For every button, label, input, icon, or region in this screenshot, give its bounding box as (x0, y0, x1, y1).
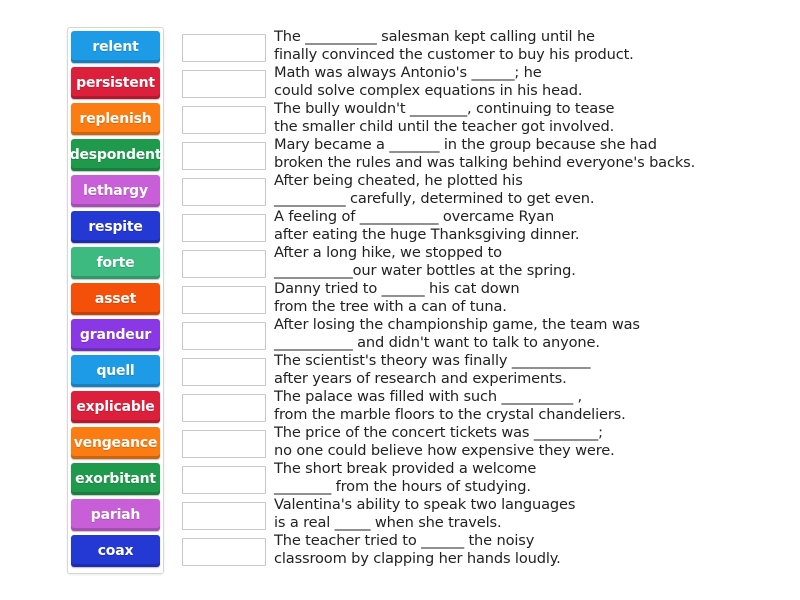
word-tile-persistent[interactable]: persistent (71, 67, 160, 99)
sentence-line: After a long hike, we stopped to (274, 244, 502, 261)
drop-box[interactable] (182, 322, 266, 350)
sentence (274, 172, 754, 208)
sentence-line: after years of research and experiments. (274, 370, 567, 387)
word-tile-quell[interactable]: quell (71, 355, 160, 387)
drop-box[interactable] (182, 34, 266, 62)
word-tile-forte[interactable]: forte (71, 247, 160, 279)
sentence-line: After being cheated, he plotted his (274, 172, 523, 189)
sentence-line: After losing the championship game, the team was (274, 316, 640, 333)
sentence-line: from the marble floors to the crystal chandeliers. (274, 406, 626, 423)
sentence-line: after eating the huge Thanksgiving dinner. (274, 226, 580, 243)
sentence-line: Mary became a _______ in the group because she had (274, 136, 657, 153)
sentence-line: A feeling of ___________ overcame Ryan (274, 208, 555, 225)
sentence-line: The short break provided a welcome (274, 460, 537, 477)
drop-box[interactable] (182, 70, 266, 98)
word-tile-replenish[interactable]: replenish (71, 103, 160, 135)
drop-box[interactable] (182, 286, 266, 314)
word-tile-explicable[interactable]: explicable (71, 391, 160, 423)
sentence-line: __________ carefully, determined to get even. (274, 190, 595, 207)
drop-box[interactable] (182, 466, 266, 494)
word-tile-respite[interactable]: respite (71, 211, 160, 243)
sentence-line: could solve complex equations in his head. (274, 82, 583, 99)
sentence-line: Danny tried to ______ his cat down (274, 280, 520, 297)
drop-box[interactable] (182, 142, 266, 170)
drop-box[interactable] (182, 106, 266, 134)
sentence-line: the smaller child until the teacher got involved. (274, 118, 615, 135)
word-tile-asset[interactable]: asset (71, 283, 160, 315)
sentence (274, 532, 754, 568)
drop-box[interactable] (182, 430, 266, 458)
sentence-line: Math was always Antonio's ______; he (274, 64, 542, 81)
sentence-line: The bully wouldn't ________, continuing to tease (274, 100, 615, 117)
sentence (274, 496, 754, 532)
word-tile-grandeur[interactable]: grandeur (71, 319, 160, 351)
word-tile-lethargy[interactable]: lethargy (71, 175, 160, 207)
sentence-line: no one could believe how expensive they were. (274, 442, 615, 459)
word-bank (67, 27, 164, 574)
sentence (274, 244, 754, 280)
sentence-line: The scientist's theory was finally ___________ (274, 352, 591, 369)
sentence-line: is a real _____ when she travels. (274, 514, 502, 531)
sentence (274, 388, 754, 424)
drop-box[interactable] (182, 358, 266, 386)
sentence-line: classroom by clapping her hands loudly. (274, 550, 561, 567)
sentence (274, 460, 754, 496)
sentence-line: finally convinced the customer to buy his product. (274, 46, 634, 63)
sentence-line: Valentina's ability to speak two languages (274, 496, 576, 513)
sentence-line: ________ from the hours of studying. (274, 478, 531, 495)
sentence (274, 100, 754, 136)
sentence (274, 280, 754, 316)
sentence-line: ___________ and didn't want to talk to anyone. (274, 334, 600, 351)
drop-box[interactable] (182, 214, 266, 242)
sentence (274, 316, 754, 352)
drop-box[interactable] (182, 538, 266, 566)
sentence-line: The palace was filled with such __________ , (274, 388, 582, 405)
sentence (274, 64, 754, 100)
word-tile-exorbitant[interactable]: exorbitant (71, 463, 160, 495)
drop-box[interactable] (182, 178, 266, 206)
sentence-line: The price of the concert tickets was _________; (274, 424, 603, 441)
sentence-line: broken the rules and was talking behind everyone's backs. (274, 154, 696, 171)
sentence-line: The __________ salesman kept calling until he (274, 28, 595, 45)
drop-box[interactable] (182, 250, 266, 278)
drop-box[interactable] (182, 502, 266, 530)
sentence (274, 424, 754, 460)
word-tile-vengeance[interactable]: vengeance (71, 427, 160, 459)
sentence (274, 136, 754, 172)
word-tile-despondent[interactable]: despondent (71, 139, 160, 171)
word-tile-coax[interactable]: coax (71, 535, 160, 567)
sentence (274, 352, 754, 388)
drop-box[interactable] (182, 394, 266, 422)
word-tile-pariah[interactable]: pariah (71, 499, 160, 531)
word-tile-relent[interactable]: relent (71, 31, 160, 63)
sentence (274, 28, 754, 64)
sentence-line: from the tree with a can of tuna. (274, 298, 507, 315)
sentence-line: The teacher tried to ______ the noisy (274, 532, 535, 549)
sentence-line: ___________our water bottles at the spring. (274, 262, 576, 279)
sentence (274, 208, 754, 244)
